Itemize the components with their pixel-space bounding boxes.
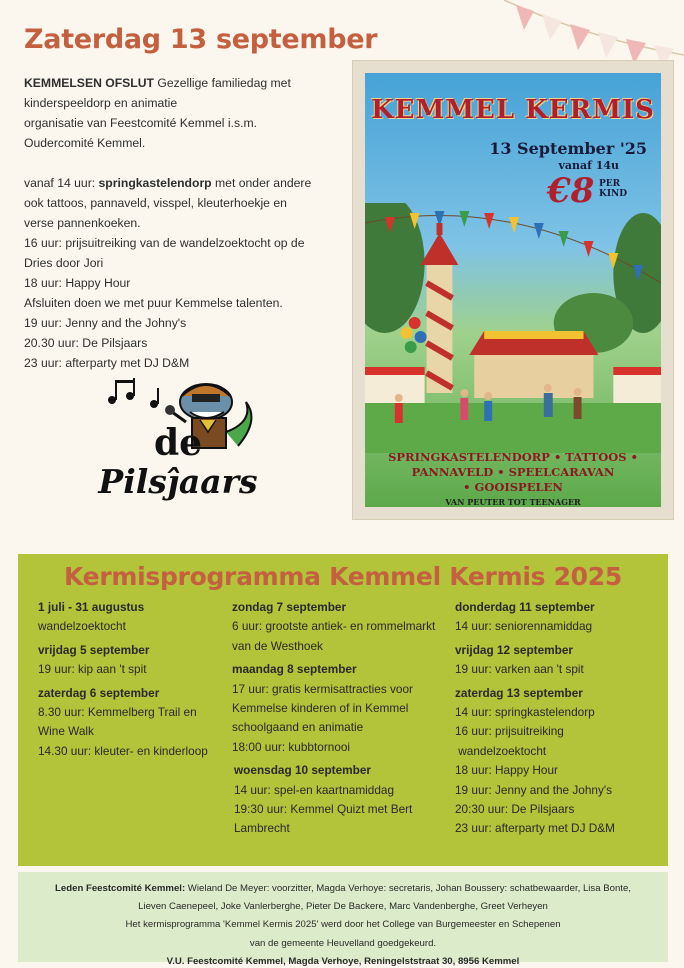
intro-line-7: verse pannenkoeken. xyxy=(24,216,141,230)
intro-line-13: 20.30 uur: De Pilsjaars xyxy=(24,336,148,350)
intro-line-8: 16 uur: prijsuitreiking van de wandelzoektocht op de xyxy=(24,236,305,250)
logo-name: Pilsĵaars xyxy=(98,462,258,501)
footer-approval-line-2: van de gemeente Heuvelland goedgekeurd. xyxy=(249,937,437,949)
intro-line-11: Afsluiten doen we met puur Kemmelse talenten. xyxy=(24,296,283,310)
poster-activities: SPRINGKASTELENDORP • TATTOOS • PANNAVELD • SPEELCARAVAN • GOOISPELEN xyxy=(388,450,638,494)
intro-line-2: kinderspeeldorp en animatie xyxy=(24,96,178,110)
program-entry: vrijdag 12 september 19 uur: varken aan 't spit xyxy=(455,641,660,680)
poster-date: 13 September '25 xyxy=(489,139,647,158)
intro-line-9: Dries door Jori xyxy=(24,256,104,270)
intro-line-14: 23 uur: afterparty met DJ D&M xyxy=(24,356,190,370)
music-notes-icon xyxy=(108,378,159,408)
poster-price: €8 xyxy=(547,171,595,211)
intro-line-6: ook tattoos, pannaveld, visspel, kleuterhoekje en xyxy=(24,196,287,210)
entry-date: zondag 7 september xyxy=(232,600,347,614)
poster-artwork xyxy=(365,73,661,507)
program-column-2 xyxy=(232,598,452,843)
program-entry: donderdag 11 september 14 uur: seniorennamiddag xyxy=(455,598,660,637)
poster-per-kind: PER KIND xyxy=(599,179,628,199)
intro-line-10: 18 uur: Happy Hour xyxy=(24,276,131,290)
entry-date: 1 juli - 31 augustus xyxy=(38,600,145,614)
intro-line-1: KEMMELSEN OFSLUT Gezellige familiedag met xyxy=(24,76,291,90)
fairground-illustration xyxy=(365,203,661,453)
entry-date: maandag 8 september xyxy=(232,662,357,677)
program-entry: maandag 8 september 17 uur: gratis kermisattracties voor Kemmelse kinderen of in Kemmel schoolgaand en animatie 18:00 uur: kubbtornooi xyxy=(232,660,452,757)
intro-line-5: vanaf 14 uur: springkastelendorp met onder andere xyxy=(24,176,312,190)
program-entry: zondag 7 september 6 uur: grootste antiek- en rommelmarkt van de Westhoek xyxy=(232,598,452,656)
intro-text xyxy=(24,73,344,373)
program-entry: vrijdag 5 september 19 uur: kip aan 't spit xyxy=(38,641,236,680)
entry-date: donderdag 11 september xyxy=(455,600,595,614)
footer-approval-line-1: Het kermisprogramma 'Kemmel Kermis 2025' werd door het College van Burgemeester en Schepenen xyxy=(125,919,561,931)
program-entry: zaterdag 13 september 14 uur: springkastelendorp 16 uur: prijsuitreiking wandelzoektocht 18 uur: Happy Hour 19 uur: Jenny and the Johny's 20:30 uur: De Pilsjaars 23 uur: afterparty met DJ D&M xyxy=(455,684,660,839)
entry-date: vrijdag 5 september xyxy=(38,642,150,657)
entry-date: woensdag 10 september xyxy=(234,763,372,778)
program-entry: zaterdag 6 september 8.30 uur: Kemmelberg Trail en Wine Walk 14.30 uur: kleuter- en kinderloop xyxy=(38,684,236,762)
pilsjaars-logo-text xyxy=(88,424,268,502)
program-section xyxy=(18,554,668,866)
program-entry: 1 juli - 31 augustus wandelzoektocht xyxy=(38,598,236,637)
footer-credits xyxy=(18,872,668,967)
intro-line-3: organisatie van Feestcomité Kemmel i.s.m. xyxy=(24,116,258,130)
footer-members-line-1: Leden Feestcomité Kemmel: Wieland De Meyer: voorzitter, Magda Verhoye: secretaris, Johan Boussery: schatbewaarder, Lisa Bonte, xyxy=(55,883,631,894)
intro-line-12: 19 uur: Jenny and the Johny's xyxy=(24,316,187,330)
entry-date: zaterdag 13 september xyxy=(455,685,583,700)
logo-de: de xyxy=(153,422,203,464)
footer-members-line-2: Lieven Caenepeel, Joke Vanlerberghe, Pieter De Backere, Marc Vandenberghe, Greet Verheyen xyxy=(138,901,548,913)
poster-subtitle: VAN PEUTER TOT TEENAGER xyxy=(445,497,581,507)
program-title: Kermisprogramma Kemmel Kermis 2025 xyxy=(64,562,622,591)
entry-date: zaterdag 6 september xyxy=(38,685,160,700)
event-name: KEMMELSEN OFSLUT xyxy=(24,76,154,90)
program-column-1 xyxy=(38,598,236,765)
entry-date: vrijdag 12 september xyxy=(455,642,574,657)
footer-vu: V.U. Feestcomité Kemmel, Magda Verhoye, Reningelststraat 30, 8956 Kemmel xyxy=(166,955,520,967)
program-entry: woensdag 10 september 14 uur: spel-en kaartnamiddag 19:30 uur: Kemmel Quizt met Bert Lambrecht xyxy=(232,761,452,839)
program-column-3 xyxy=(455,598,660,843)
poster-title: KEMMEL KERMIS xyxy=(371,95,655,125)
intro-line-4: Oudercomité Kemmel. xyxy=(24,136,146,150)
page-title: Zaterdag 13 september xyxy=(24,24,378,55)
poster-time: vanaf 14u xyxy=(558,159,619,172)
kermis-poster xyxy=(352,60,674,520)
